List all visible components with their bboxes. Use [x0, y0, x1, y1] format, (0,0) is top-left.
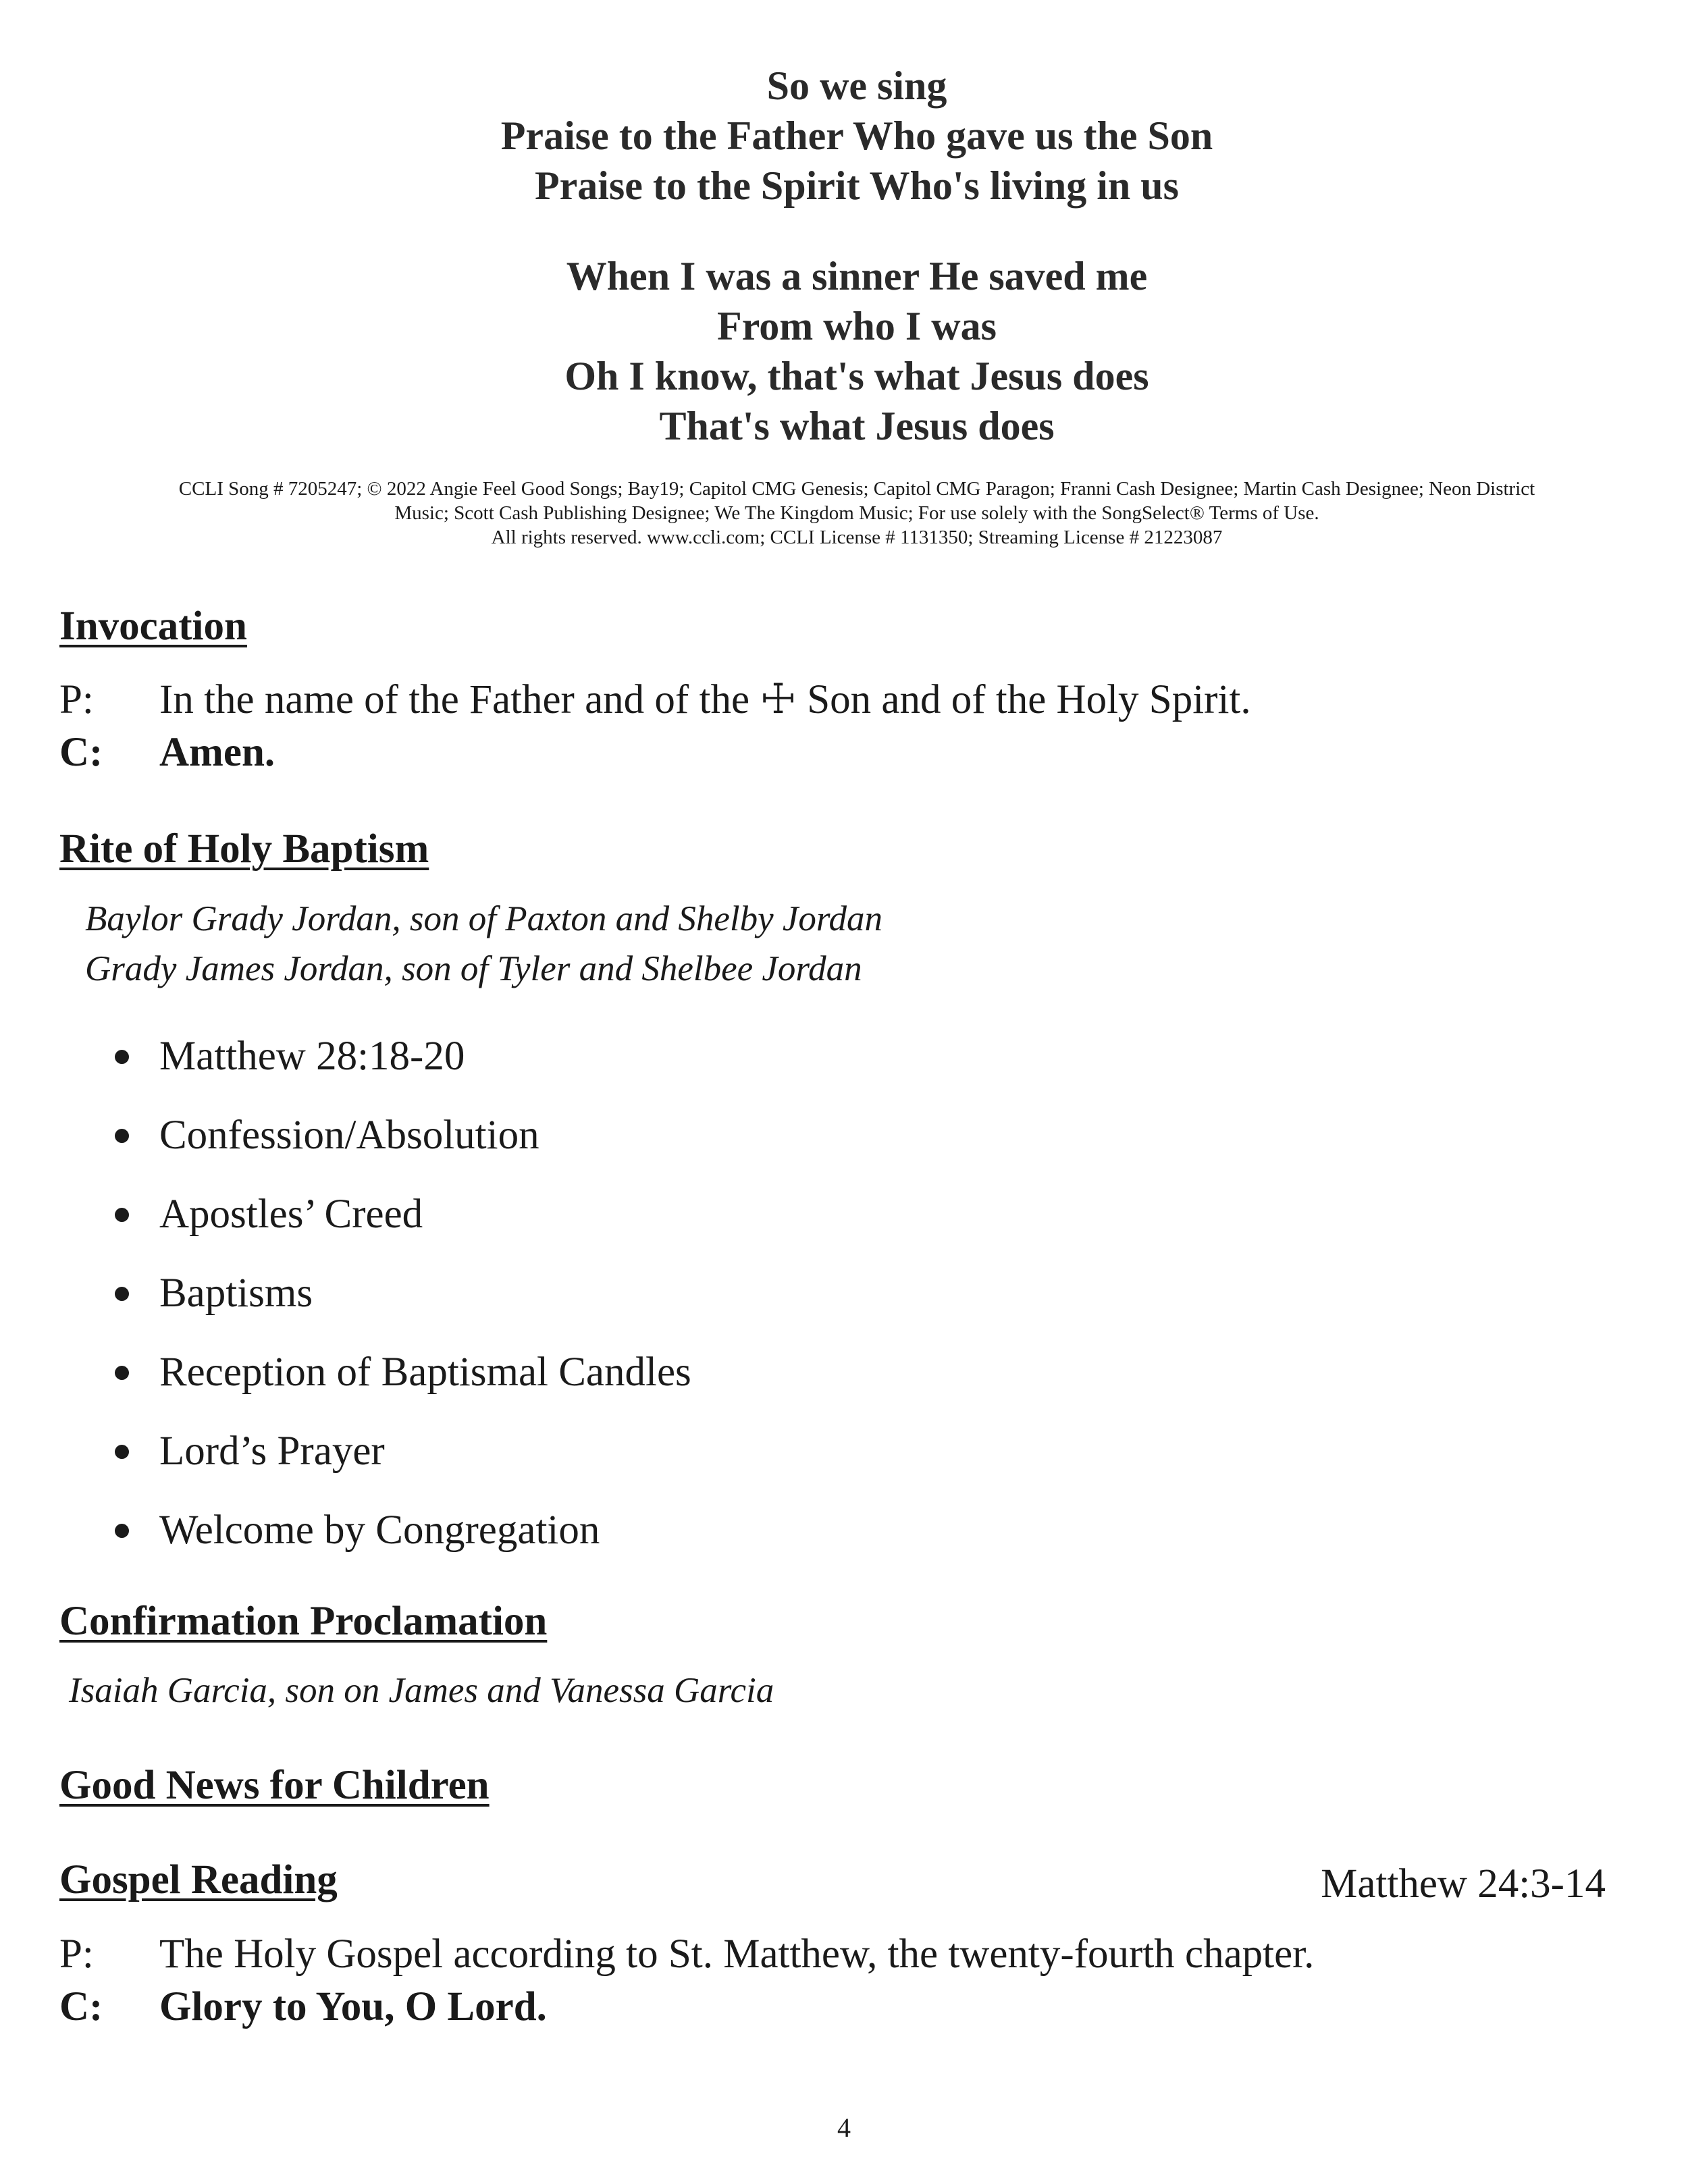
copyright-line: All rights reserved. www.ccli.com; CCLI License # 1131350; Streaming License # 21223087: [491, 527, 1223, 548]
lyric-line: So we sing: [766, 63, 947, 108]
congregation-text: Glory to You, O Lord.: [159, 1984, 547, 2029]
baptism-candidate: Baylor Grady Jordan, son of Paxton and Shelby Jordan: [85, 899, 883, 938]
list-item-label: Lord’s Prayer: [159, 1429, 385, 1474]
confirmand-name: Isaiah Garcia, son on James and Vanessa Garcia: [69, 1671, 774, 1710]
bullet-icon: [115, 1445, 129, 1459]
invocation-heading: Invocation: [59, 604, 247, 649]
list-item-label: Welcome by Congregation: [159, 1508, 600, 1553]
copyright-line: CCLI Song # 7205247; © 2022 Angie Feel Good Songs; Bay19; Capitol CMG Genesis; Capitol CMG Paragon; Franni Cash Designee; Martin Cash Designee; Neon District: [178, 478, 1535, 500]
congregation-label: C:: [59, 1984, 103, 2029]
children-heading: Good News for Children: [59, 1763, 490, 1808]
list-item-label: Matthew 28:18-20: [159, 1034, 465, 1079]
list-item-label: Apostles’ Creed: [159, 1192, 423, 1237]
bullet-icon: [115, 1524, 129, 1538]
list-item-label: Baptisms: [159, 1271, 313, 1316]
confirmation-heading: Confirmation Proclamation: [59, 1599, 548, 1644]
pastor-text: The Holy Gospel according to St. Matthew, the twenty-fourth chapter.: [159, 1932, 1315, 1977]
copyright-line: Music; Scott Cash Publishing Designee; We The Kingdom Music; For use solely with the SongSelect® Terms of Use.: [394, 502, 1319, 524]
bullet-icon: [115, 1129, 129, 1143]
lyric-line: From who I was: [717, 304, 997, 348]
bullet-icon: [115, 1050, 129, 1064]
list-item-label: Reception of Baptismal Candles: [159, 1350, 691, 1395]
bullet-icon: [115, 1287, 129, 1301]
page-number: 4: [837, 2112, 851, 2143]
baptism-heading: Rite of Holy Baptism: [59, 826, 429, 872]
lyric-line: When I was a sinner He saved me: [566, 254, 1148, 298]
bullet-icon: [115, 1208, 129, 1222]
gospel-reference: Matthew 24:3-14: [1321, 1861, 1606, 1907]
lyric-line: Praise to the Spirit Who's living in us: [534, 163, 1180, 208]
gospel-heading: Gospel Reading: [59, 1857, 338, 1902]
pastor-text: In the name of the Father and of the ☩ Son and of the Holy Spirit.: [159, 677, 1251, 722]
lyric-line: That's what Jesus does: [659, 404, 1055, 448]
pastor-label: P:: [59, 677, 94, 722]
pastor-label: P:: [59, 1932, 94, 1977]
baptism-candidate: Grady James Jordan, son of Tyler and Shelbee Jordan: [85, 949, 862, 988]
bullet-icon: [115, 1366, 129, 1380]
list-item-label: Confession/Absolution: [159, 1113, 539, 1158]
congregation-text: Amen.: [159, 730, 275, 775]
lyric-line: Praise to the Father Who gave us the Son: [500, 113, 1213, 158]
lyric-line: Oh I know, that's what Jesus does: [564, 354, 1149, 398]
congregation-label: C:: [59, 730, 103, 775]
